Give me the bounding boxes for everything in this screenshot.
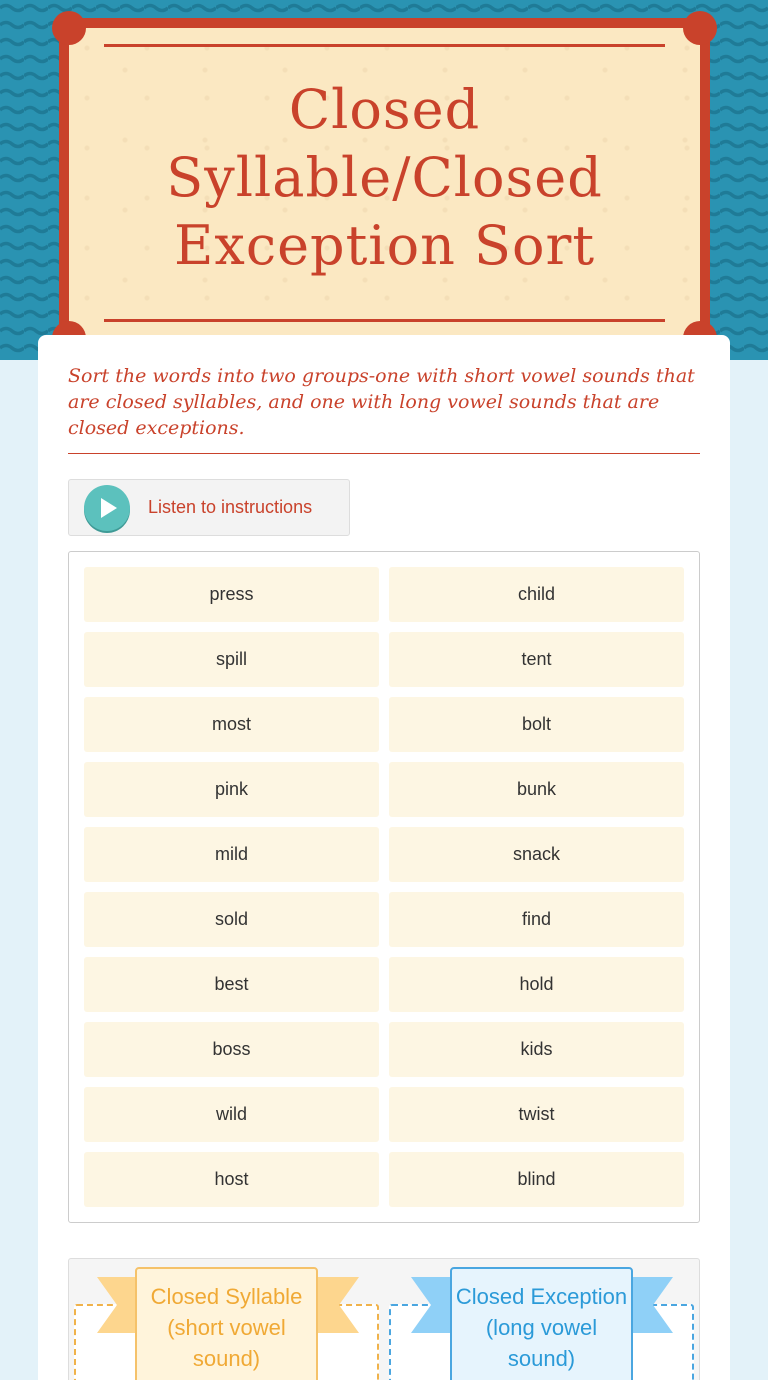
word-card[interactable]: bolt xyxy=(389,697,684,752)
title-rule-top xyxy=(104,44,665,47)
word-card[interactable]: find xyxy=(389,892,684,947)
word-card[interactable]: blind xyxy=(389,1152,684,1207)
word-card[interactable]: hold xyxy=(389,957,684,1012)
listen-instructions-label: Listen to instructions xyxy=(148,497,313,517)
word-card[interactable]: sold xyxy=(84,892,379,947)
word-card[interactable]: tent xyxy=(389,632,684,687)
instructions-text: Sort the words into two groups-one with short vowel sounds that are closed syllables, and one with long vowel sounds that are closed exceptions. xyxy=(68,365,695,439)
word-card[interactable]: wild xyxy=(84,1087,379,1142)
word-card[interactable]: mild xyxy=(84,827,379,882)
corner-decoration xyxy=(52,11,86,45)
word-card[interactable]: snack xyxy=(389,827,684,882)
instructions-divider xyxy=(68,453,700,454)
word-card[interactable]: most xyxy=(84,697,379,752)
word-card[interactable]: spill xyxy=(84,632,379,687)
word-card[interactable]: child xyxy=(389,567,684,622)
title-card xyxy=(59,18,710,348)
word-card[interactable]: press xyxy=(84,567,379,622)
word-card[interactable]: kids xyxy=(389,1022,684,1077)
word-card[interactable]: best xyxy=(84,957,379,1012)
title-rule-bottom xyxy=(104,319,665,322)
category-closed-exception: Closed Exception (long vowel sound) xyxy=(450,1267,633,1380)
category-closed-syllable: Closed Syllable (short vowel sound) xyxy=(135,1267,318,1380)
word-card[interactable]: twist xyxy=(389,1087,684,1142)
play-icon[interactable] xyxy=(84,485,130,531)
listen-instructions-button[interactable] xyxy=(68,479,350,536)
worksheet-content xyxy=(38,335,730,1380)
title-panel xyxy=(69,28,700,338)
corner-decoration xyxy=(683,11,717,45)
word-bank xyxy=(68,551,700,1223)
word-grid xyxy=(84,567,684,1207)
sort-area xyxy=(68,1258,700,1380)
word-card[interactable]: boss xyxy=(84,1022,379,1077)
word-card[interactable]: bunk xyxy=(389,762,684,817)
page-title: Closed Syllable/Closed Exception Sort xyxy=(166,78,603,277)
word-card[interactable]: pink xyxy=(84,762,379,817)
word-card[interactable]: host xyxy=(84,1152,379,1207)
